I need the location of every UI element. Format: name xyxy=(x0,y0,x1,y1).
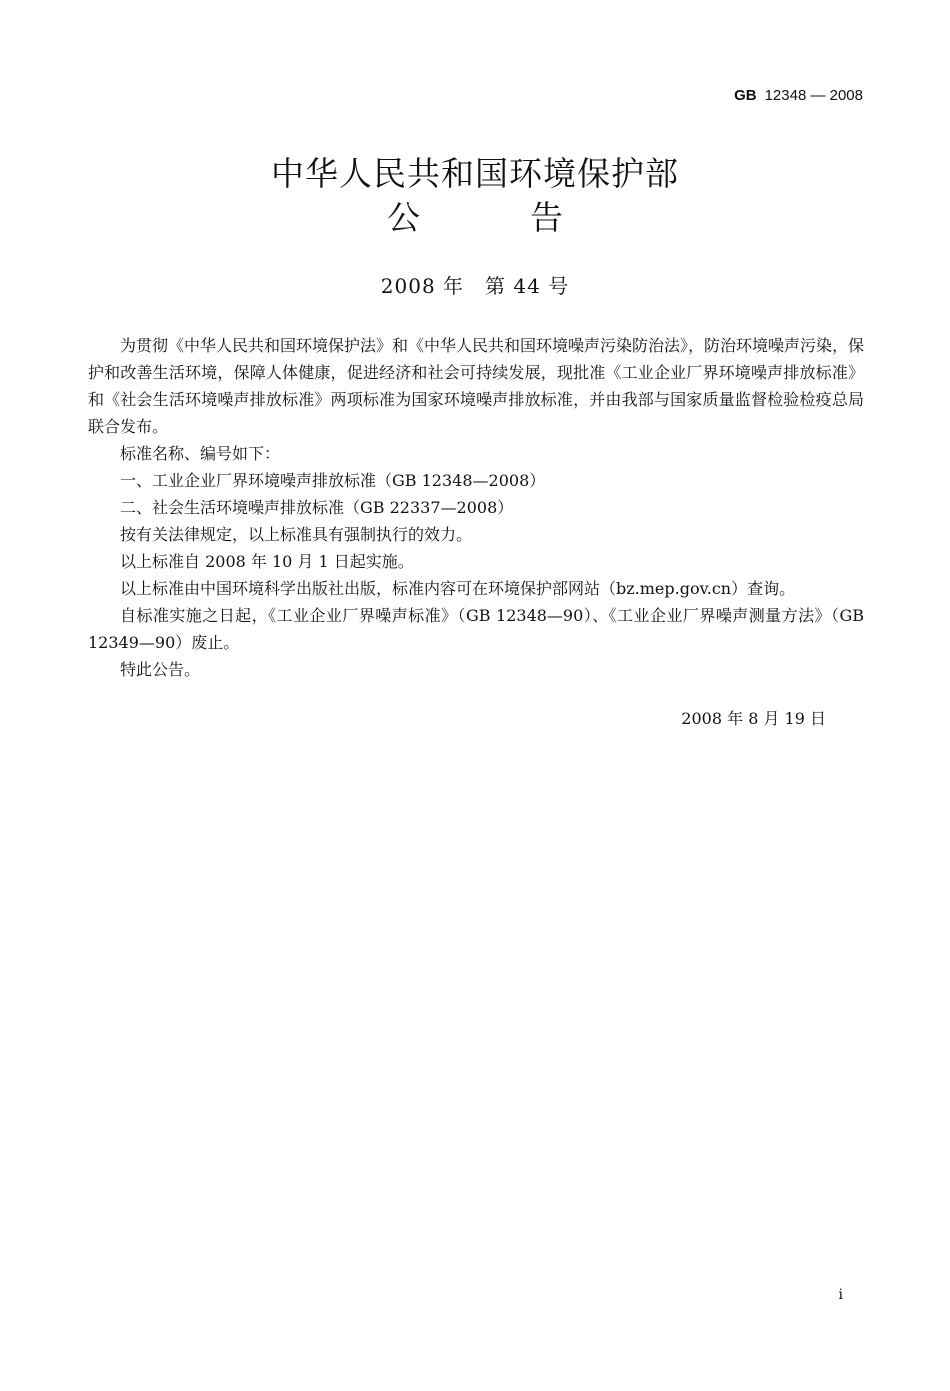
standard-code xyxy=(734,87,863,104)
notice-heading: 公告 xyxy=(387,198,673,237)
announcement-number: 2008 年 第 44 号 xyxy=(380,274,570,298)
page-number: i xyxy=(838,1287,843,1303)
paragraph-closing: 特此公告。 xyxy=(120,660,201,679)
agency-name: 中华人民共和国环境保护部 xyxy=(271,154,679,193)
standard-prefix: GB xyxy=(734,87,757,104)
paragraph-repeal: 自标准实施之日起，《工业企业厂界噪声标准》（GB 12348—90）、《工业企业厂界噪声测量方法》（GB 12349—90）废止。 xyxy=(88,606,864,652)
paragraph-legal-effect: 按有关法律规定，以上标准具有强制执行的效力。 xyxy=(120,525,473,544)
standard-number: 12348 — 2008 xyxy=(764,87,863,104)
announcement-body xyxy=(88,332,864,683)
paragraph-publication: 以上标准由中国环境科学出版社出版，标准内容可在环境保护部网站（bz.mep.gov.cn）查询。 xyxy=(120,579,796,598)
announcement-title xyxy=(0,152,950,240)
issue-date: 2008 年 8 月 19 日 xyxy=(681,709,826,728)
paragraph-item-1: 一、工业企业厂界环境噪声排放标准（GB 12348—2008） xyxy=(120,471,546,490)
paragraph-list-heading: 标准名称、编号如下： xyxy=(120,444,281,463)
paragraph-effective-date: 以上标准自 2008 年 10 月 1 日起实施。 xyxy=(120,552,414,571)
paragraph-item-2: 二、社会生活环境噪声排放标准（GB 22337—2008） xyxy=(120,498,514,517)
paragraph-intro: 为贯彻《中华人民共和国环境保护法》和《中华人民共和国环境噪声污染防治法》，防治环境噪声污染，保护和改善生活环境，保障人体健康，促进经济和社会可持续发展，现批准《工业企业厂界环境噪声排放标准》和《社会生活环境噪声排放标准》两项标准为国家环境噪声排放标准，并由我部与国家质量监督检验检疫总局联合发布。 xyxy=(88,336,865,436)
